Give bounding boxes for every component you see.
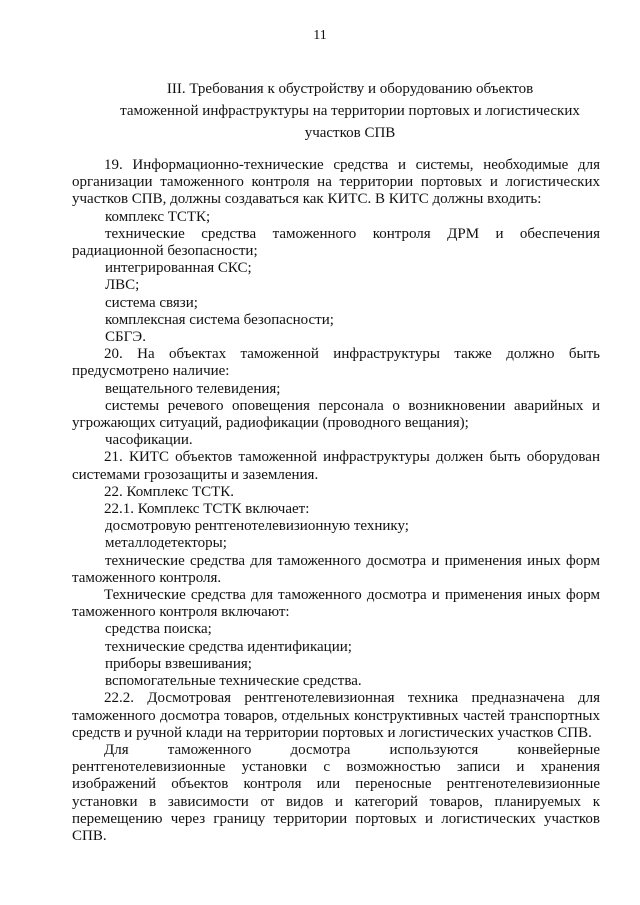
list-item: системы речевого оповещения персонала о возникновении аварийных и угрожающих ситуаций, радиофикации (проводного вещания); [72, 397, 600, 432]
list-item: досмотровую рентгенотелевизионную технику; [105, 518, 409, 535]
list-item: вспомогательные технические средства. [105, 673, 362, 690]
paragraph-22: 22. Комплекс ТСТК. [104, 483, 235, 500]
paragraph-inspection: Для таможенного досмотра используются конвейерные рентгенотелевизионные установки с возможностью записи и хранения изображений объектов контроля или переносные рентгенотелевизионные установки в зависимости от видов и категорий товаров, планируемых к перемещению через границу территории портовых и логистических участков СПВ. [72, 741, 600, 844]
paragraph-20: 20. На объектах таможенной инфраструктуры также должно быть предусмотрено наличие: [72, 346, 600, 380]
list-item: средства поиска; [105, 621, 212, 638]
list-item: система связи; [105, 294, 198, 311]
paragraph-21: 21. КИТС объектов таможенной инфраструктуры должен быть оборудован системами грозозащиты и заземления. [72, 449, 600, 483]
paragraph-19: 19. Информационно-технические средства и системы, необходимые для организации таможенного контроля на территории портовых и логистических участков СПВ, должны создаваться как КИТС. В КИТС должны входить: [72, 157, 600, 208]
list-item: вещательного телевидения; [105, 380, 281, 397]
heading-line-3: участков СПВ [304, 125, 396, 141]
paragraph-22-2: 22.2. Досмотровая рентгенотелевизионная техника предназначена для таможенного досмотра товаров, отдельных конструктивных частей транспортных средств и ручной клади на территории портовых и логистических участков СПВ. [72, 690, 600, 741]
list-item: технические средства таможенного контроля ДРМ и обеспечения радиационной безопасности; [72, 225, 600, 260]
list-item: технические средства идентификации; [105, 638, 352, 655]
section-heading [100, 78, 600, 144]
heading-line-1: III. Требования к обустройству и оборудованию объектов [166, 81, 534, 97]
body-text [72, 157, 600, 845]
list-item: часофикации. [105, 432, 193, 449]
heading-line-2: таможенной инфраструктуры на территории портовых и логистических [120, 103, 580, 119]
list-item: комплекс ТСТК; [105, 208, 211, 225]
paragraph-technical-means: Технические средства для таможенного досмотра и применения иных форм таможенного контроля включают: [72, 587, 600, 621]
page-number: 11 [313, 28, 327, 43]
list-item: приборы взвешивания; [105, 655, 252, 672]
list-item: комплексная система безопасности; [105, 311, 334, 328]
list-item: интегрированная СКС; [105, 260, 252, 277]
paragraph-22-1: 22.1. Комплекс ТСТК включает: [104, 501, 310, 518]
list-item: металлодетекторы; [105, 535, 227, 552]
list-item: ЛВС; [105, 277, 140, 294]
list-item: технические средства для таможенного досмотра и применения иных форм таможенного контроля. [72, 552, 600, 586]
list-item: СБГЭ. [105, 329, 146, 346]
